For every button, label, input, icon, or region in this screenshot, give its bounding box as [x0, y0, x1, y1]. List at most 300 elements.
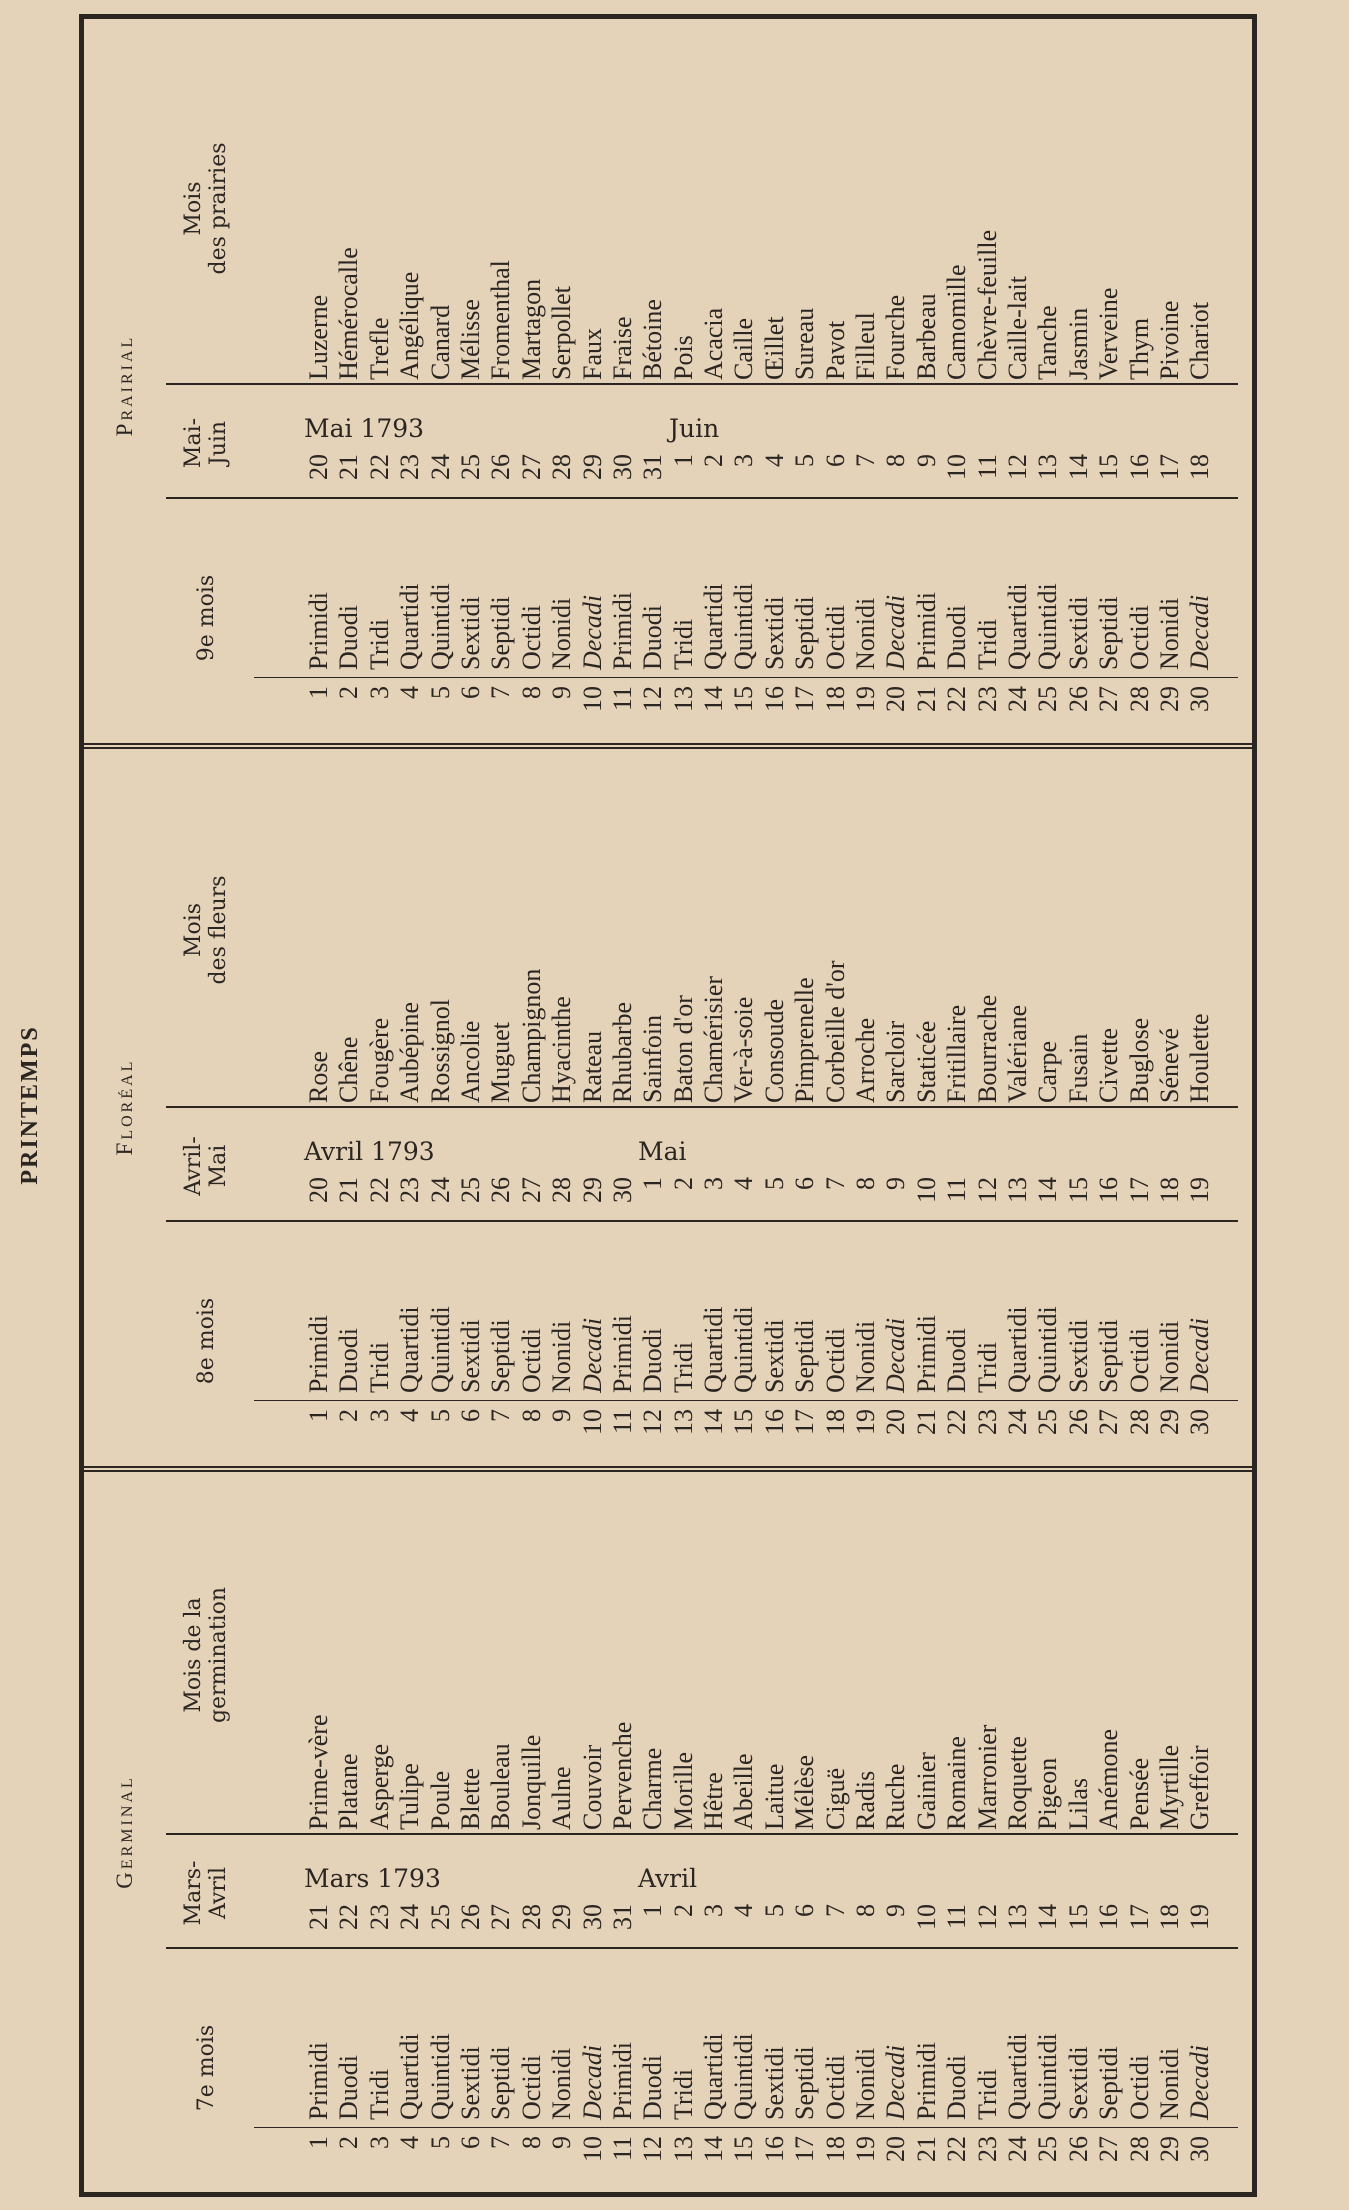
day-number: 25: [1033, 1409, 1063, 1435]
dedication: Trefle: [364, 317, 394, 380]
day-number: 3: [364, 1409, 394, 1422]
dedication: Rhubarbe: [607, 1001, 637, 1103]
gregorian-day: 30: [607, 1177, 637, 1203]
day-number: 9: [547, 1409, 577, 1422]
day-name: Nonidi: [1154, 2047, 1184, 2120]
month-separator: [84, 743, 1252, 749]
gregorian-day: 14: [1063, 454, 1093, 480]
gregorian-day: 23: [395, 1177, 425, 1203]
day-name: Tridi: [364, 618, 394, 670]
gregorian-day: 6: [790, 1904, 820, 1917]
dedication-column: [304, 757, 1224, 1103]
gregorian-day: 2: [668, 1904, 698, 1917]
day-name: Tridi: [668, 2068, 698, 2120]
day-name: Primidi: [607, 591, 637, 670]
dedication: Ancolie: [455, 1020, 485, 1103]
dedication: Sarcloir: [881, 1020, 911, 1103]
day-name: Primidi: [911, 2041, 941, 2120]
dedication: Charme: [638, 1747, 668, 1830]
day-name: Sextidi: [1063, 1319, 1093, 1393]
dedication: Rossignol: [425, 998, 455, 1103]
day-name: Primidi: [607, 2041, 637, 2120]
day-number: 22: [942, 1409, 972, 1435]
gregorian-day: 10: [942, 454, 972, 480]
day-number: 26: [1063, 2136, 1093, 2162]
day-number: 3: [364, 686, 394, 699]
month-name: Prairial: [112, 334, 137, 437]
gregorian-day: 25: [455, 454, 485, 480]
dedication: Prime-vère: [304, 1714, 333, 1830]
gregorian-day: 13: [1033, 454, 1063, 480]
gregorian-day: 21: [334, 1177, 364, 1203]
day-number: 13: [668, 2136, 698, 2162]
day-name: Duodi: [638, 2055, 668, 2120]
dedication: Angélique: [395, 271, 425, 380]
header-dedications: [166, 37, 246, 380]
day-name: Decadi: [881, 2044, 911, 2120]
dedication: Canard: [425, 304, 455, 380]
dedication: Pensée: [1124, 1757, 1154, 1830]
day-number: 27: [1094, 1409, 1124, 1435]
gregorian-day: 28: [516, 1904, 546, 1930]
day-number: 18: [820, 2136, 850, 2162]
day-number: 12: [638, 686, 668, 712]
day-number: 29: [1154, 686, 1184, 712]
dedication: Caille-lait: [1002, 276, 1032, 380]
second-month-label: Juin: [668, 414, 720, 443]
gregorian-day: 5: [790, 454, 820, 467]
gregorian-day: 31: [607, 1904, 637, 1930]
day-number: 29: [1154, 1409, 1184, 1435]
day-number: 10: [577, 2136, 607, 2162]
day-name: Duodi: [942, 2055, 972, 2120]
day-name: Septidi: [486, 596, 516, 670]
day-number: 20: [881, 2136, 911, 2162]
gregorian-day: 24: [395, 1904, 425, 1930]
dedication: Pervenche: [607, 1721, 637, 1830]
day-number: 5: [425, 1409, 455, 1422]
dedication: Aubépine: [395, 1001, 425, 1103]
dedication: Poule: [425, 1770, 455, 1830]
dedication: Asperge: [364, 1743, 394, 1830]
second-month-label: Avril: [638, 1864, 698, 1893]
dedication-column: [304, 1480, 1224, 1830]
dedication: Chèvre-feuille: [972, 229, 1002, 380]
day-number: 23: [972, 2136, 1002, 2162]
gregorian-day: 10: [911, 1177, 941, 1203]
dedication: Staticée: [911, 1020, 941, 1103]
dedication: Ruche: [881, 1763, 911, 1830]
day-number: 26: [1063, 686, 1093, 712]
dedication: Anémone: [1094, 1728, 1124, 1830]
day-number: 16: [759, 686, 789, 712]
month-panel-2: [84, 29, 1252, 742]
dedication: Œillet: [759, 316, 789, 380]
day-name-column: [304, 1952, 1224, 2120]
dedication: Chêne: [334, 1036, 364, 1103]
day-name: Sextidi: [759, 1319, 789, 1393]
day-name: Quartidi: [395, 2033, 425, 2120]
gregorian-day: 4: [729, 1177, 759, 1190]
day-number: 27: [1094, 2136, 1124, 2162]
day-name: Septidi: [790, 1319, 820, 1393]
day-number: 13: [668, 686, 698, 712]
day-number: 22: [942, 2136, 972, 2162]
gregorian-day: 31: [638, 454, 668, 480]
gregorian-day: 23: [395, 454, 425, 480]
gregorian-day: 22: [334, 1904, 364, 1930]
day-name: Septidi: [790, 596, 820, 670]
gregorian-day: 29: [577, 1177, 607, 1203]
year-label: Mars 1793: [304, 1864, 441, 1893]
day-name: Tridi: [668, 618, 698, 670]
day-number: 23: [972, 686, 1002, 712]
dedication: Bourrache: [972, 994, 1002, 1103]
day-number: 16: [759, 2136, 789, 2162]
day-name: Quartidi: [699, 1306, 729, 1393]
day-number: 8: [516, 2136, 546, 2149]
day-number: 28: [1124, 686, 1154, 712]
gregorian-day: 26: [455, 1904, 485, 1930]
column-rule: [254, 1400, 1238, 1401]
dedication: Fritillaire: [942, 1004, 972, 1103]
day-name: Quintidi: [1033, 583, 1063, 670]
gregorian-day: 16: [1124, 454, 1154, 480]
dedication: Morille: [668, 1752, 698, 1830]
gregorian-day: 27: [516, 454, 546, 480]
day-name: Nonidi: [1154, 597, 1184, 670]
gregorian-day: 9: [881, 1177, 911, 1190]
month-name: Floréal: [112, 1058, 137, 1156]
gregorian-day: 24: [425, 454, 455, 480]
gregorian-day: 1: [638, 1177, 668, 1190]
gregorian-day: 12: [1002, 454, 1032, 480]
header-dedications-text: Mois des fleurs: [181, 875, 231, 985]
day-name: Nonidi: [1154, 1320, 1184, 1393]
day-number: 19: [851, 2136, 881, 2162]
day-name: Duodi: [334, 2055, 364, 2120]
gregorian-day: 3: [699, 1904, 729, 1917]
day-number: 2: [334, 686, 364, 699]
day-number: 21: [911, 2136, 941, 2162]
day-number: 4: [395, 2136, 425, 2149]
day-number: 30: [1185, 1409, 1215, 1435]
day-number: 10: [577, 1409, 607, 1435]
day-number: 17: [790, 2136, 820, 2162]
gregorian-day: 26: [486, 454, 516, 480]
day-number: 9: [547, 2136, 577, 2149]
day-number: 24: [1002, 1409, 1032, 1435]
day-number: 20: [881, 686, 911, 712]
day-number: 30: [1185, 686, 1215, 712]
gregorian-day: 6: [820, 454, 850, 467]
day-name: Nonidi: [851, 1320, 881, 1393]
header-dedications: [166, 757, 246, 1103]
gregorian-day: 29: [577, 454, 607, 480]
day-number: 22: [942, 686, 972, 712]
dedication: Ver-à-soie: [729, 996, 759, 1103]
gregorian-day: 7: [820, 1177, 850, 1190]
gregorian-day: 19: [1185, 1177, 1215, 1203]
day-name: Quartidi: [1002, 1306, 1032, 1393]
dedication: Buglose: [1124, 1017, 1154, 1103]
gregorian-day: 14: [1033, 1177, 1063, 1203]
gregorian-day: 21: [334, 454, 364, 480]
day-name: Octidi: [820, 2055, 850, 2120]
gregorian-day: 1: [638, 1904, 668, 1917]
day-name: Decadi: [577, 2044, 607, 2120]
dedication: Platane: [334, 1753, 364, 1830]
day-number: 21: [911, 686, 941, 712]
day-name: Primidi: [304, 591, 333, 670]
gregorian-day: 8: [881, 454, 911, 467]
day-name-column: [304, 1225, 1224, 1393]
gregorian-day: 20: [304, 454, 333, 480]
day-number: 26: [1063, 1409, 1093, 1435]
gregorian-day: 6: [790, 1177, 820, 1190]
gregorian-day: 21: [304, 1904, 333, 1930]
gregorian-day: 13: [1002, 1904, 1032, 1930]
day-number: 7: [486, 2136, 516, 2149]
day-name: Duodi: [334, 605, 364, 670]
dedication: Sainfoin: [638, 1014, 668, 1103]
dedication: Consoude: [759, 999, 789, 1103]
day-name: Nonidi: [547, 1320, 577, 1393]
day-name: Nonidi: [851, 2047, 881, 2120]
day-name: Quintidi: [729, 1306, 759, 1393]
day-name: Nonidi: [547, 2047, 577, 2120]
dedication: Roquette: [1002, 1736, 1032, 1830]
day-name: Sextidi: [455, 2046, 485, 2120]
day-name: Quintidi: [729, 583, 759, 670]
dedication: Fourche: [881, 294, 911, 380]
day-number-column: [304, 680, 1224, 734]
dedication: Arroche: [851, 1017, 881, 1103]
day-number: 25: [1033, 686, 1063, 712]
day-number: 28: [1124, 1409, 1154, 1435]
day-number: 12: [638, 1409, 668, 1435]
day-number: 5: [425, 2136, 455, 2149]
gregorian-day: 16: [1094, 1904, 1124, 1930]
day-number: 5: [425, 686, 455, 699]
dedication: Tulipe: [395, 1763, 425, 1830]
day-name: Decadi: [1185, 2044, 1215, 2120]
gregorian-day: 12: [972, 1904, 1002, 1930]
dedication: Ciguë: [820, 1767, 850, 1830]
gregorian-day: 2: [699, 454, 729, 467]
dedication: Fougère: [364, 1017, 394, 1103]
dedication: Tanche: [1033, 305, 1063, 380]
day-number: 12: [638, 2136, 668, 2162]
day-name: Primidi: [304, 2041, 333, 2120]
dedication: Muguet: [486, 1022, 516, 1103]
day-number: 24: [1002, 2136, 1032, 2162]
gregorian-day: 28: [547, 1177, 577, 1203]
dedication: Houlette: [1185, 1013, 1215, 1103]
header-gregorian: [166, 1840, 246, 1946]
day-name: Octidi: [820, 605, 850, 670]
dedication: Fromenthal: [486, 260, 516, 380]
day-number: 13: [668, 1409, 698, 1435]
dedication: Martagon: [516, 278, 546, 380]
day-number: 9: [547, 686, 577, 699]
gregorian-day: 3: [699, 1177, 729, 1190]
day-name: Quintidi: [1033, 2033, 1063, 2120]
header-gregorian-text: Mai- Juin: [181, 417, 231, 469]
day-number: 6: [455, 2136, 485, 2149]
gregorian-day-column: [304, 448, 1224, 492]
day-name: Octidi: [820, 1328, 850, 1393]
gregorian-day: 30: [577, 1904, 607, 1930]
rotated-table-content: [84, 19, 1252, 2192]
day-name: Quintidi: [425, 583, 455, 670]
day-number: 11: [607, 1409, 637, 1435]
dedication: Hémérocalle: [334, 247, 364, 380]
dedication: Carpe: [1033, 1040, 1063, 1103]
gregorian-day: 7: [820, 1904, 850, 1917]
gregorian-day: 27: [486, 1904, 516, 1930]
dedication: Luzerne: [304, 294, 333, 380]
day-number: 11: [607, 686, 637, 712]
day-number: 17: [790, 1409, 820, 1435]
gregorian-day: 3: [729, 454, 759, 467]
dedication: Barbeau: [911, 293, 941, 380]
column-rule: [254, 2127, 1238, 2128]
column-rule: [254, 677, 1238, 678]
day-name: Primidi: [911, 591, 941, 670]
day-name: Nonidi: [547, 597, 577, 670]
column-rule: [166, 383, 1238, 385]
day-name: Sextidi: [455, 596, 485, 670]
page-title: PRINTEMPS: [17, 1025, 43, 1185]
dedication: Hyacinthe: [547, 996, 577, 1103]
day-name: Sextidi: [1063, 596, 1093, 670]
year-label: Avril 1793: [304, 1137, 435, 1166]
day-number: 30: [1185, 2136, 1215, 2162]
gregorian-day: 22: [364, 454, 394, 480]
gregorian-day: 29: [547, 1904, 577, 1930]
day-number: 1: [304, 686, 333, 699]
dedication: Serpollet: [547, 286, 577, 380]
day-name: Sextidi: [759, 596, 789, 670]
day-name: Septidi: [486, 1319, 516, 1393]
column-rule: [166, 1947, 1238, 1949]
dedication: Aulne: [547, 1766, 577, 1830]
day-name: Tridi: [972, 618, 1002, 670]
dedication: Sureau: [790, 307, 820, 380]
dedication: Greffoir: [1185, 1745, 1215, 1830]
day-name: Octidi: [516, 2055, 546, 2120]
header-gregorian: [166, 1113, 246, 1219]
gregorian-day: 11: [972, 454, 1002, 480]
day-number: 1: [304, 2136, 333, 2149]
gregorian-day: 28: [547, 454, 577, 480]
gregorian-day: 8: [851, 1904, 881, 1917]
gregorian-day: 1: [668, 454, 698, 467]
header-days: [166, 1225, 246, 1457]
day-name: Tridi: [972, 1341, 1002, 1393]
day-number: 14: [699, 2136, 729, 2162]
dedication: Verveine: [1094, 287, 1124, 380]
day-name: Duodi: [638, 1328, 668, 1393]
gregorian-day: 24: [425, 1177, 455, 1203]
dedication: Corbeille d'or: [820, 960, 850, 1103]
dedication: Rateau: [577, 1030, 607, 1103]
gregorian-day: 17: [1154, 454, 1184, 480]
day-name: Sextidi: [455, 1319, 485, 1393]
day-number: 3: [364, 2136, 394, 2149]
dedication: Filleul: [851, 312, 881, 380]
dedication: Jasmin: [1063, 307, 1093, 380]
dedication: Radis: [851, 1770, 881, 1830]
day-name: Decadi: [881, 1317, 911, 1393]
day-number: 6: [455, 686, 485, 699]
day-name: Sextidi: [759, 2046, 789, 2120]
day-number: 10: [577, 686, 607, 712]
day-name: Sextidi: [1063, 2046, 1093, 2120]
day-name-column: [304, 502, 1224, 670]
day-name: Duodi: [942, 605, 972, 670]
gregorian-day: 9: [911, 454, 941, 467]
dedication: Myrtille: [1154, 1744, 1184, 1830]
month-panel-1: [84, 749, 1252, 1465]
gregorian-day: 18: [1154, 1904, 1184, 1930]
gregorian-day: 11: [942, 1904, 972, 1930]
day-number: 15: [729, 2136, 759, 2162]
dedication: Camomille: [942, 264, 972, 380]
dedication: Jonquille: [516, 1734, 546, 1830]
month-panel-0: [84, 1472, 1252, 2192]
day-number: 18: [820, 686, 850, 712]
day-name: Septidi: [1094, 1319, 1124, 1393]
day-name: Primidi: [911, 1314, 941, 1393]
day-number: 8: [516, 686, 546, 699]
dedication: Champignon: [516, 968, 546, 1103]
day-name: Decadi: [577, 594, 607, 670]
day-number-column: [304, 2130, 1224, 2184]
gregorian-day: 18: [1154, 1177, 1184, 1203]
gregorian-day: 17: [1124, 1904, 1154, 1930]
day-name: Quartidi: [395, 1306, 425, 1393]
column-rule: [166, 497, 1238, 499]
day-number: 6: [455, 1409, 485, 1422]
month-name: Germinal: [112, 1775, 137, 1889]
dedication: Faux: [577, 328, 607, 380]
dedication: Pigeon: [1033, 1757, 1063, 1830]
day-name: Duodi: [942, 1328, 972, 1393]
day-name: Quintidi: [1033, 1306, 1063, 1393]
column-rule: [166, 1106, 1238, 1108]
day-number: 7: [486, 686, 516, 699]
gregorian-day: 11: [942, 1177, 972, 1203]
year-label: Mai 1793: [304, 414, 425, 443]
day-name: Quintidi: [425, 1306, 455, 1393]
header-days: [166, 1952, 246, 2184]
gregorian-day: 30: [607, 454, 637, 480]
dedication: Romaine: [942, 1736, 972, 1830]
column-rule: [166, 1833, 1238, 1835]
day-name: Decadi: [1185, 1317, 1215, 1393]
header-gregorian-text: Avril- Mai: [181, 1136, 231, 1196]
dedication: Mélisse: [455, 299, 485, 380]
gregorian-day: 8: [851, 1177, 881, 1190]
day-number: 18: [820, 1409, 850, 1435]
gregorian-day: 15: [1063, 1177, 1093, 1203]
dedication: Hêtre: [699, 1772, 729, 1830]
day-name: Decadi: [881, 594, 911, 670]
header-dedications-text: Mois des prairies: [181, 142, 231, 275]
day-name: Septidi: [486, 2046, 516, 2120]
